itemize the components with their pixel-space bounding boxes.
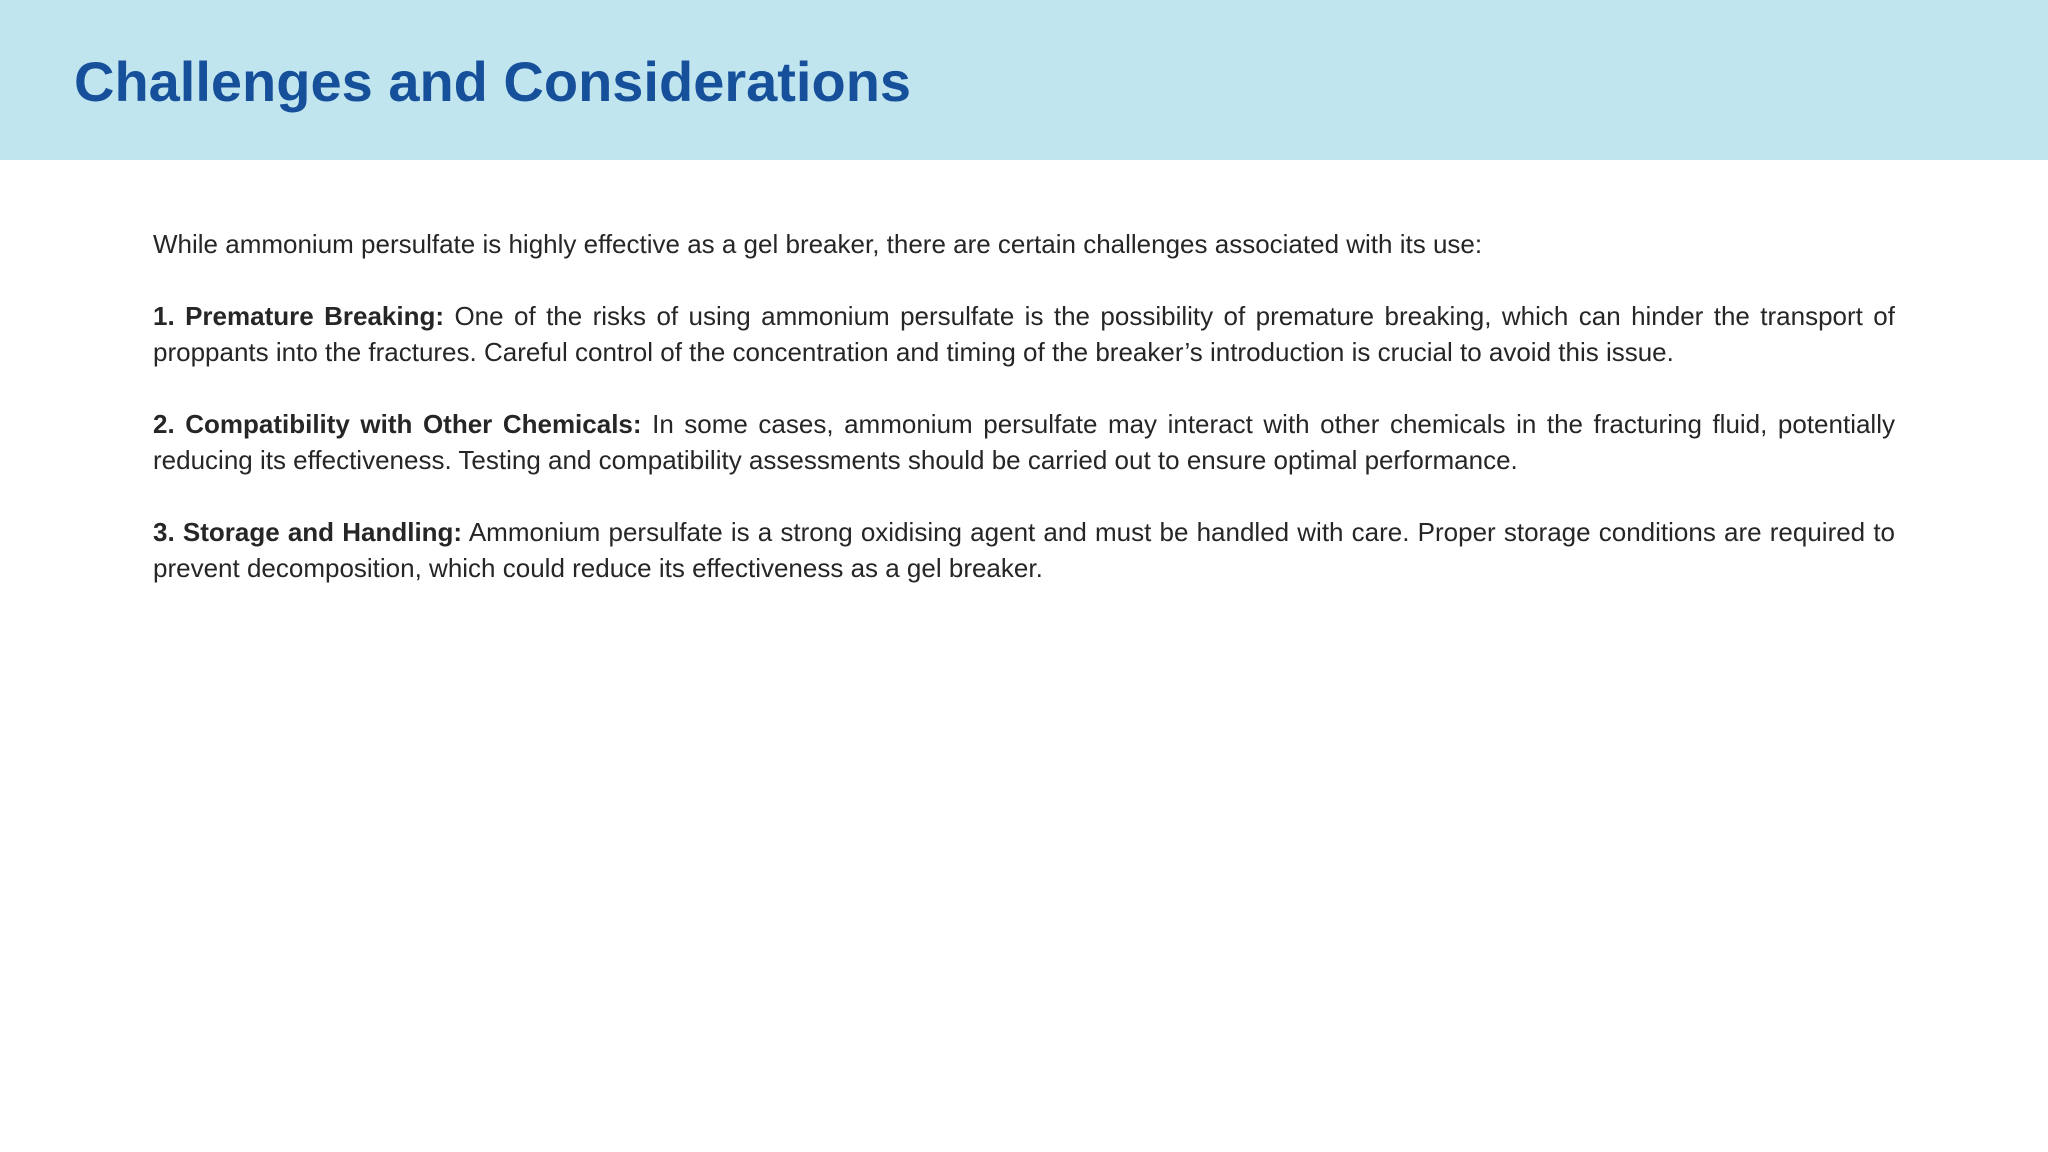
point-compatibility [153,406,1895,478]
point-heading: 1. Premature Breaking: [153,301,445,331]
point-heading: 3. Storage and Handling: [153,517,463,547]
point-premature-breaking [153,298,1895,370]
point-text: Ammonium persulfate is a strong oxidising agent and must be handled with care. Proper storage conditions are required to prevent decomposition, which could reduce its effectiveness as a gel breaker. [153,517,1896,583]
point-heading: 2. Compatibility with Other Chemicals: [153,409,642,439]
intro-paragraph: While ammonium persulfate is highly effective as a gel breaker, there are certain challenges associated with its use: [153,229,1483,259]
point-text: In some cases, ammonium persulfate may interact with other chemicals in the fracturing fluid, potentially reducing its effectiveness. Testing and compatibility assessments should be carried out to ensure optimal performance. [153,409,1895,475]
point-text: One of the risks of using ammonium persulfate is the possibility of premature breaking, which can hinder the transport of proppants into the fractures. Careful control of the concentration and timing of the breaker’s introduction is crucial to avoid this issue. [153,301,1895,367]
point-storage-handling [153,514,1895,586]
slide-body [153,226,1895,622]
slide-title: Challenges and Considerations [74,50,912,113]
